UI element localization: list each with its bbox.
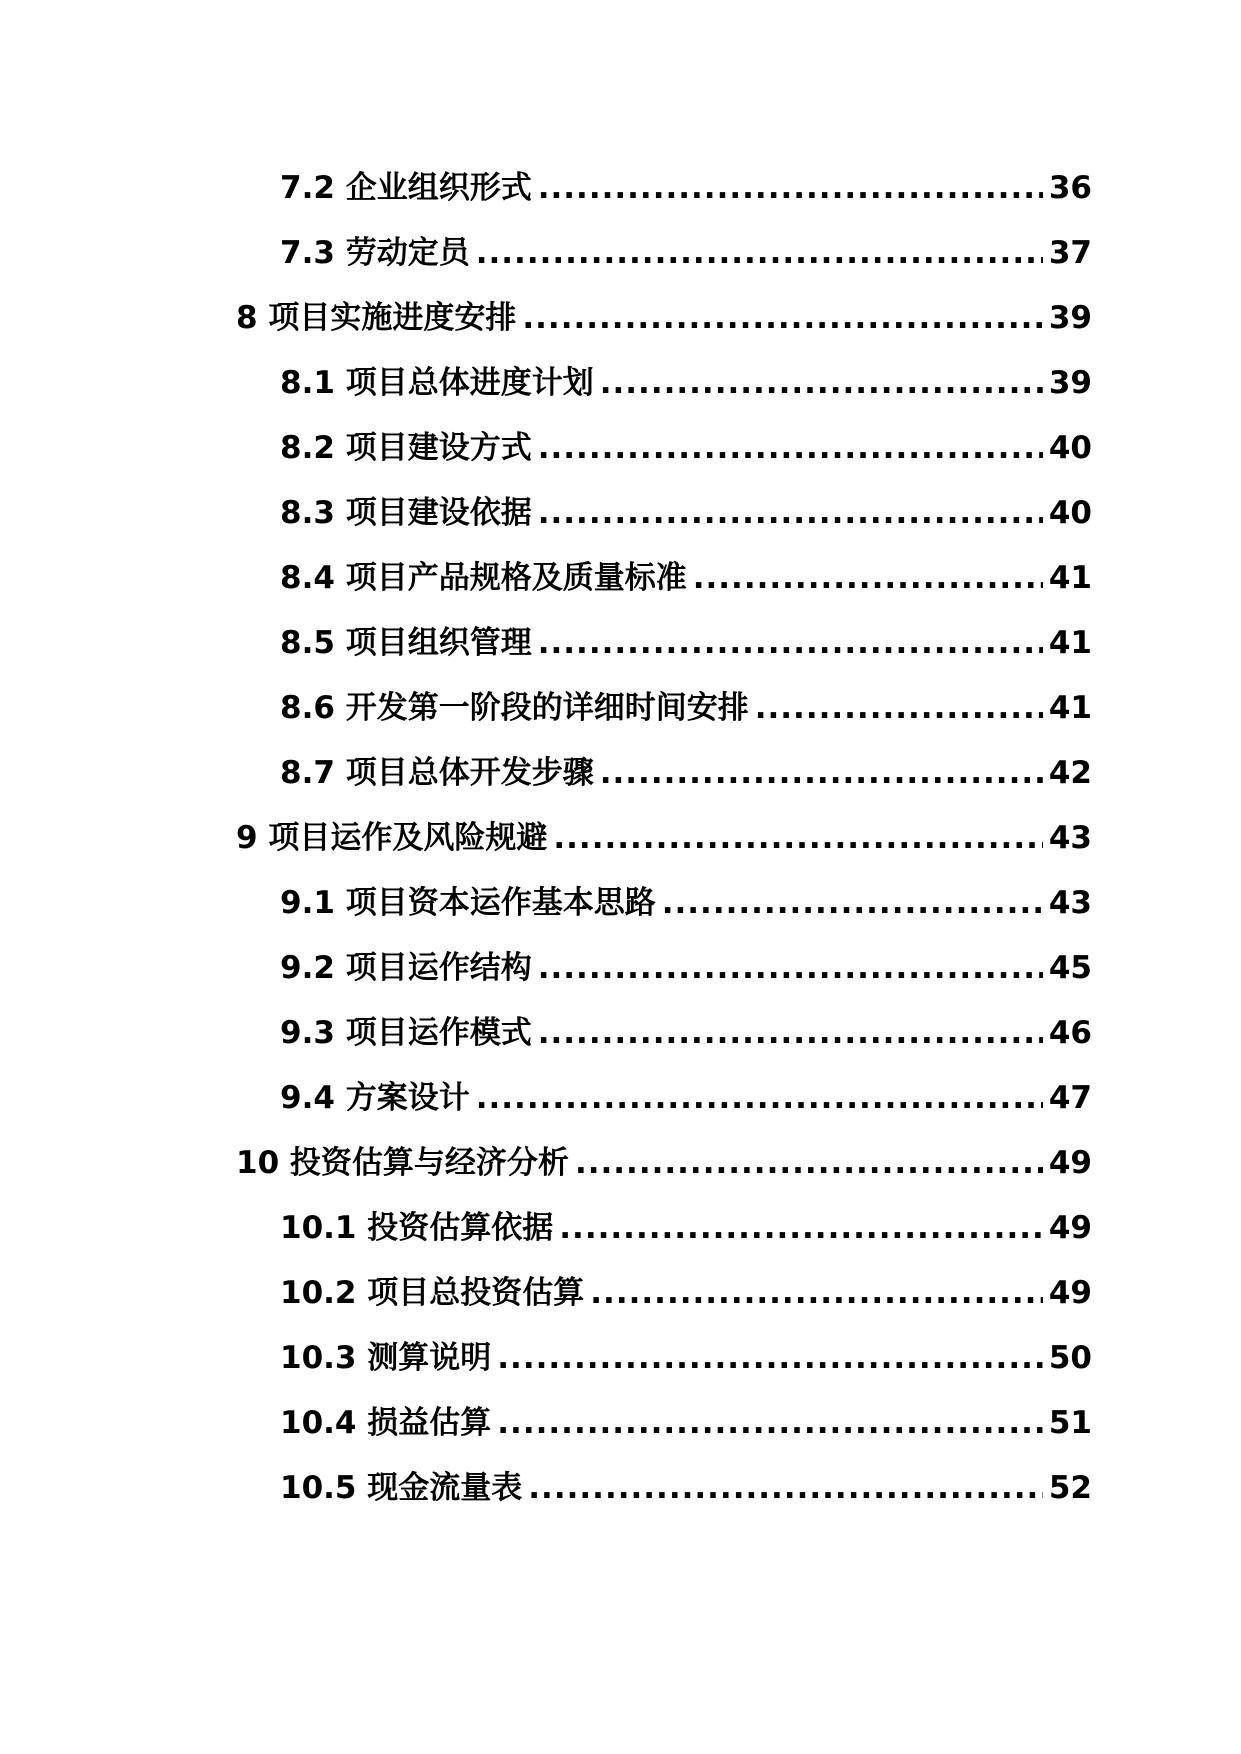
toc-entry-page: 39 bbox=[1048, 365, 1092, 401]
toc-entry-10-2[interactable] bbox=[0, 1273, 1092, 1338]
toc-entry-page: 52 bbox=[1048, 1470, 1092, 1506]
toc-entry-10[interactable] bbox=[0, 1143, 1092, 1208]
toc-entry-9[interactable] bbox=[0, 818, 1092, 883]
toc-entry-8[interactable] bbox=[0, 298, 1092, 363]
toc-entry-label: 8.6 开发第一阶段的详细时间安排 bbox=[280, 690, 749, 726]
dot-leader bbox=[476, 233, 1043, 273]
table-of-contents bbox=[0, 168, 1241, 1533]
toc-entry-label: 9.3 项目运作模式 bbox=[280, 1015, 532, 1051]
toc-entry-label: 8.1 项目总体进度计划 bbox=[280, 365, 594, 401]
toc-entry-9-1[interactable] bbox=[0, 883, 1092, 948]
toc-entry-label: 8.5 项目组织管理 bbox=[280, 625, 532, 661]
toc-entry-page: 43 bbox=[1048, 820, 1092, 856]
dot-leader bbox=[755, 688, 1043, 728]
toc-entry-label: 7.3 劳动定员 bbox=[280, 235, 470, 271]
toc-entry-8-7[interactable] bbox=[0, 753, 1092, 818]
toc-entry-page: 51 bbox=[1048, 1405, 1092, 1441]
toc-entry-page: 43 bbox=[1048, 885, 1092, 921]
toc-entry-page: 42 bbox=[1048, 755, 1092, 791]
toc-entry-9-3[interactable] bbox=[0, 1013, 1092, 1078]
toc-entry-10-3[interactable] bbox=[0, 1338, 1092, 1403]
toc-entry-page: 49 bbox=[1048, 1210, 1092, 1246]
dot-leader bbox=[538, 948, 1043, 988]
dot-leader bbox=[575, 1143, 1043, 1183]
toc-entry-8-6[interactable] bbox=[0, 688, 1092, 753]
toc-entry-9-2[interactable] bbox=[0, 948, 1092, 1013]
toc-entry-page: 41 bbox=[1048, 560, 1092, 596]
toc-entry-label: 8.7 项目总体开发步骤 bbox=[280, 755, 594, 791]
dot-leader bbox=[662, 883, 1043, 923]
toc-entry-label: 10.4 损益估算 bbox=[280, 1405, 492, 1441]
toc-entry-8-2[interactable] bbox=[0, 428, 1092, 493]
dot-leader bbox=[559, 1208, 1043, 1248]
toc-entry-page: 50 bbox=[1048, 1340, 1092, 1376]
toc-entry-label: 8 项目实施进度安排 bbox=[236, 300, 517, 336]
dot-leader bbox=[476, 1078, 1043, 1118]
toc-entry-label: 10.5 现金流量表 bbox=[280, 1470, 523, 1506]
toc-entry-label: 8.3 项目建设依据 bbox=[280, 495, 532, 531]
dot-leader bbox=[553, 818, 1042, 858]
toc-entry-8-3[interactable] bbox=[0, 493, 1092, 558]
toc-entry-page: 37 bbox=[1048, 235, 1092, 271]
toc-entry-page: 41 bbox=[1048, 625, 1092, 661]
dot-leader bbox=[538, 428, 1043, 468]
toc-entry-label: 7.2 企业组织形式 bbox=[280, 170, 532, 206]
toc-entry-label: 8.2 项目建设方式 bbox=[280, 430, 532, 466]
toc-entry-8-5[interactable] bbox=[0, 623, 1092, 688]
toc-entry-page: 41 bbox=[1048, 690, 1092, 726]
toc-entry-8-4[interactable] bbox=[0, 558, 1092, 623]
toc-entry-label: 9.1 项目资本运作基本思路 bbox=[280, 885, 656, 921]
toc-entry-page: 40 bbox=[1048, 430, 1092, 466]
dot-leader bbox=[600, 363, 1043, 403]
toc-entry-10-5[interactable] bbox=[0, 1468, 1092, 1533]
toc-entry-label: 9 项目运作及风险规避 bbox=[236, 820, 548, 856]
dot-leader bbox=[693, 558, 1043, 598]
toc-entry-label: 8.4 项目产品规格及质量标准 bbox=[280, 560, 687, 596]
dot-leader bbox=[522, 298, 1042, 338]
toc-entry-label: 10.1 投资估算依据 bbox=[280, 1210, 554, 1246]
toc-entry-7-2[interactable] bbox=[0, 168, 1092, 233]
toc-entry-page: 40 bbox=[1048, 495, 1092, 531]
toc-entry-page: 47 bbox=[1048, 1080, 1092, 1116]
toc-entry-label: 10.2 项目总投资估算 bbox=[280, 1275, 585, 1311]
toc-entry-page: 49 bbox=[1048, 1275, 1092, 1311]
toc-entry-10-1[interactable] bbox=[0, 1208, 1092, 1273]
dot-leader bbox=[497, 1403, 1043, 1443]
dot-leader bbox=[528, 1468, 1043, 1508]
toc-entry-page: 39 bbox=[1048, 300, 1092, 336]
toc-entry-page: 36 bbox=[1048, 170, 1092, 206]
dot-leader bbox=[590, 1273, 1043, 1313]
toc-entry-label: 10.3 测算说明 bbox=[280, 1340, 492, 1376]
toc-entry-8-1[interactable] bbox=[0, 363, 1092, 428]
dot-leader bbox=[497, 1338, 1043, 1378]
toc-entry-page: 45 bbox=[1048, 950, 1092, 986]
toc-entry-page: 46 bbox=[1048, 1015, 1092, 1051]
dot-leader bbox=[600, 753, 1043, 793]
toc-entry-label: 9.4 方案设计 bbox=[280, 1080, 470, 1116]
dot-leader bbox=[538, 168, 1043, 208]
toc-entry-page: 49 bbox=[1048, 1145, 1092, 1181]
toc-entry-label: 10 投资估算与经济分析 bbox=[236, 1145, 569, 1181]
toc-entry-7-3[interactable] bbox=[0, 233, 1092, 298]
dot-leader bbox=[538, 493, 1043, 533]
toc-entry-9-4[interactable] bbox=[0, 1078, 1092, 1143]
dot-leader bbox=[538, 1013, 1043, 1053]
toc-entry-10-4[interactable] bbox=[0, 1403, 1092, 1468]
dot-leader bbox=[538, 623, 1043, 663]
toc-entry-label: 9.2 项目运作结构 bbox=[280, 950, 532, 986]
